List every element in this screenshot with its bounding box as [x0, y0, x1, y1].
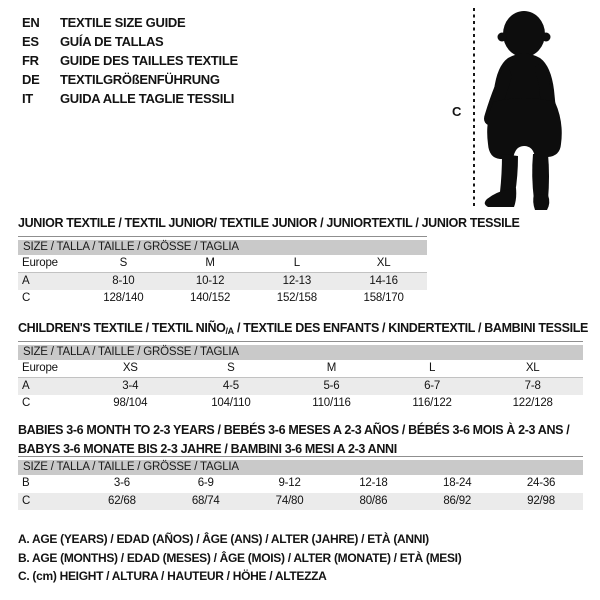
height-cell: 86/92 [443, 494, 472, 507]
size-cell: L [428, 362, 436, 374]
language-label: GUIDA ALLE TAGLIE TESSILI [60, 91, 235, 106]
language-label: GUÍA DE TALLAS [60, 34, 164, 49]
table-row-age [18, 378, 583, 396]
age-cell: 6-9 [197, 477, 214, 489]
age-cell: 24-36 [526, 477, 556, 489]
table-row-height [18, 493, 583, 511]
language-row-it [22, 89, 238, 108]
junior-size-table [18, 236, 427, 308]
height-cell: 122/128 [512, 397, 553, 409]
size-cell: XL [525, 362, 540, 374]
babies-size-table [18, 456, 583, 510]
height-cell: 110/116 [312, 397, 351, 409]
title-text: / TEXTILE DES ENFANTS / KINDERTEXTIL / BAMBINI TESSILE [233, 321, 589, 335]
footnote-age-years: A. AGE (YEARS) / EDAD (AÑOS) / ÂGE (ANS) / ALTER (JAHRE) / ETÀ (ANNI) [18, 532, 429, 546]
language-row-en [22, 13, 238, 32]
age-cell: 5-6 [323, 379, 340, 392]
language-code: IT [22, 91, 33, 106]
row-label: C [22, 397, 31, 409]
height-cell: 92/98 [527, 494, 555, 507]
table-row-height [18, 290, 427, 308]
language-code: FR [22, 53, 39, 68]
age-cell: 10-12 [195, 274, 225, 287]
age-cell: 7-8 [524, 379, 541, 392]
size-cell: M [326, 362, 337, 374]
footnote-age-months: B. AGE (MONTHS) / EDAD (MESES) / ÂGE (MOIS) / ALTER (MONATE) / ETÀ (MESI) [18, 550, 462, 565]
row-label: A [22, 274, 30, 287]
height-cell: 158/170 [363, 292, 404, 304]
height-cell: 140/152 [190, 292, 231, 304]
age-cell: 12-18 [359, 477, 388, 489]
table-row-europe [18, 255, 427, 273]
size-header-bar: SIZE / TALLA / TAILLE / GRÖSSE / TAGLIA [18, 240, 427, 255]
age-cell: 12-13 [282, 274, 312, 287]
size-cell: S [227, 362, 235, 374]
footnote-height: C. (cm) HEIGHT / ALTURA / HAUTEUR / HÖHE / ALTEZZA [18, 569, 327, 583]
row-label: A [22, 379, 30, 392]
language-code: ES [22, 34, 39, 49]
row-label: B [22, 477, 30, 489]
table-row-age-months [18, 475, 583, 493]
age-cell: 3-6 [113, 477, 130, 489]
age-cell: 8-10 [112, 274, 135, 287]
section-title-babies [18, 421, 569, 459]
height-cell: 104/110 [211, 397, 251, 409]
height-measure-label: C [452, 104, 462, 119]
table-row-europe [18, 360, 583, 378]
table-row-age [18, 273, 427, 291]
row-label: Europe [22, 257, 58, 269]
height-cell: 152/158 [276, 292, 317, 304]
height-cell: 116/122 [412, 397, 452, 409]
height-cell: 68/74 [191, 494, 220, 507]
size-cell: L [293, 257, 300, 269]
age-cell: 3-4 [122, 379, 139, 392]
height-cell: 98/104 [113, 397, 148, 409]
row-label: C [22, 292, 31, 304]
height-cell: 74/80 [275, 494, 304, 507]
size-cell: S [119, 257, 128, 269]
table-row-height [18, 395, 583, 413]
size-header-bar: SIZE / TALLA / TAILLE / GRÖSSE / TAGLIA [18, 460, 583, 475]
height-cell: 62/68 [108, 494, 136, 507]
language-label: TEXTILE SIZE GUIDE [60, 15, 186, 30]
title-line-2: BABYS 3-6 MONATE BIS 2-3 JAHRE / BAMBINI 3-6 MESI A 2-3 ANNI [18, 442, 397, 456]
language-label: TEXTILGRÖßENFÜHRUNG [60, 72, 220, 87]
language-code: EN [22, 15, 40, 30]
language-row-es [22, 32, 238, 51]
age-cell: 6-7 [424, 379, 441, 392]
age-cell: 14-16 [369, 274, 398, 287]
title-text: CHILDREN'S TEXTILE / TEXTIL NIÑO [18, 321, 226, 335]
section-title-children [18, 319, 588, 341]
language-list [22, 13, 238, 108]
row-label: C [22, 494, 31, 507]
children-size-table [18, 341, 583, 413]
legend-footnotes [18, 530, 461, 586]
language-row-de [22, 70, 238, 89]
size-cell: M [205, 257, 215, 269]
height-cell: 80/86 [359, 494, 388, 507]
age-cell: 9-12 [278, 477, 301, 489]
language-label: GUIDE DES TAILLES TEXTILE [60, 53, 238, 68]
size-cell: XS [122, 362, 138, 374]
section-title-junior: JUNIOR TEXTILE / TEXTIL JUNIOR/ TEXTILE JUNIOR / JUNIORTEXTIL / JUNIOR TESSILE [18, 216, 520, 230]
height-measure-dashed-line [473, 8, 475, 206]
age-cell: 4-5 [222, 379, 239, 392]
baby-silhouette-icon [478, 4, 582, 212]
row-label: Europe [22, 362, 58, 374]
title-subscript: /A [225, 326, 234, 336]
size-cell: XL [376, 257, 391, 269]
title-line-1: BABIES 3-6 MONTH TO 2-3 YEARS / BEBÉS 3-6 MESES A 2-3 AÑOS / BÉBÉS 3-6 MOIS À 2-3 ANS / [18, 423, 570, 437]
language-row-fr [22, 51, 238, 70]
height-cell: 128/140 [103, 292, 144, 304]
age-cell: 18-24 [443, 477, 472, 489]
size-header-bar: SIZE / TALLA / TAILLE / GRÖSSE / TAGLIA [18, 345, 583, 360]
language-code: DE [22, 72, 40, 87]
